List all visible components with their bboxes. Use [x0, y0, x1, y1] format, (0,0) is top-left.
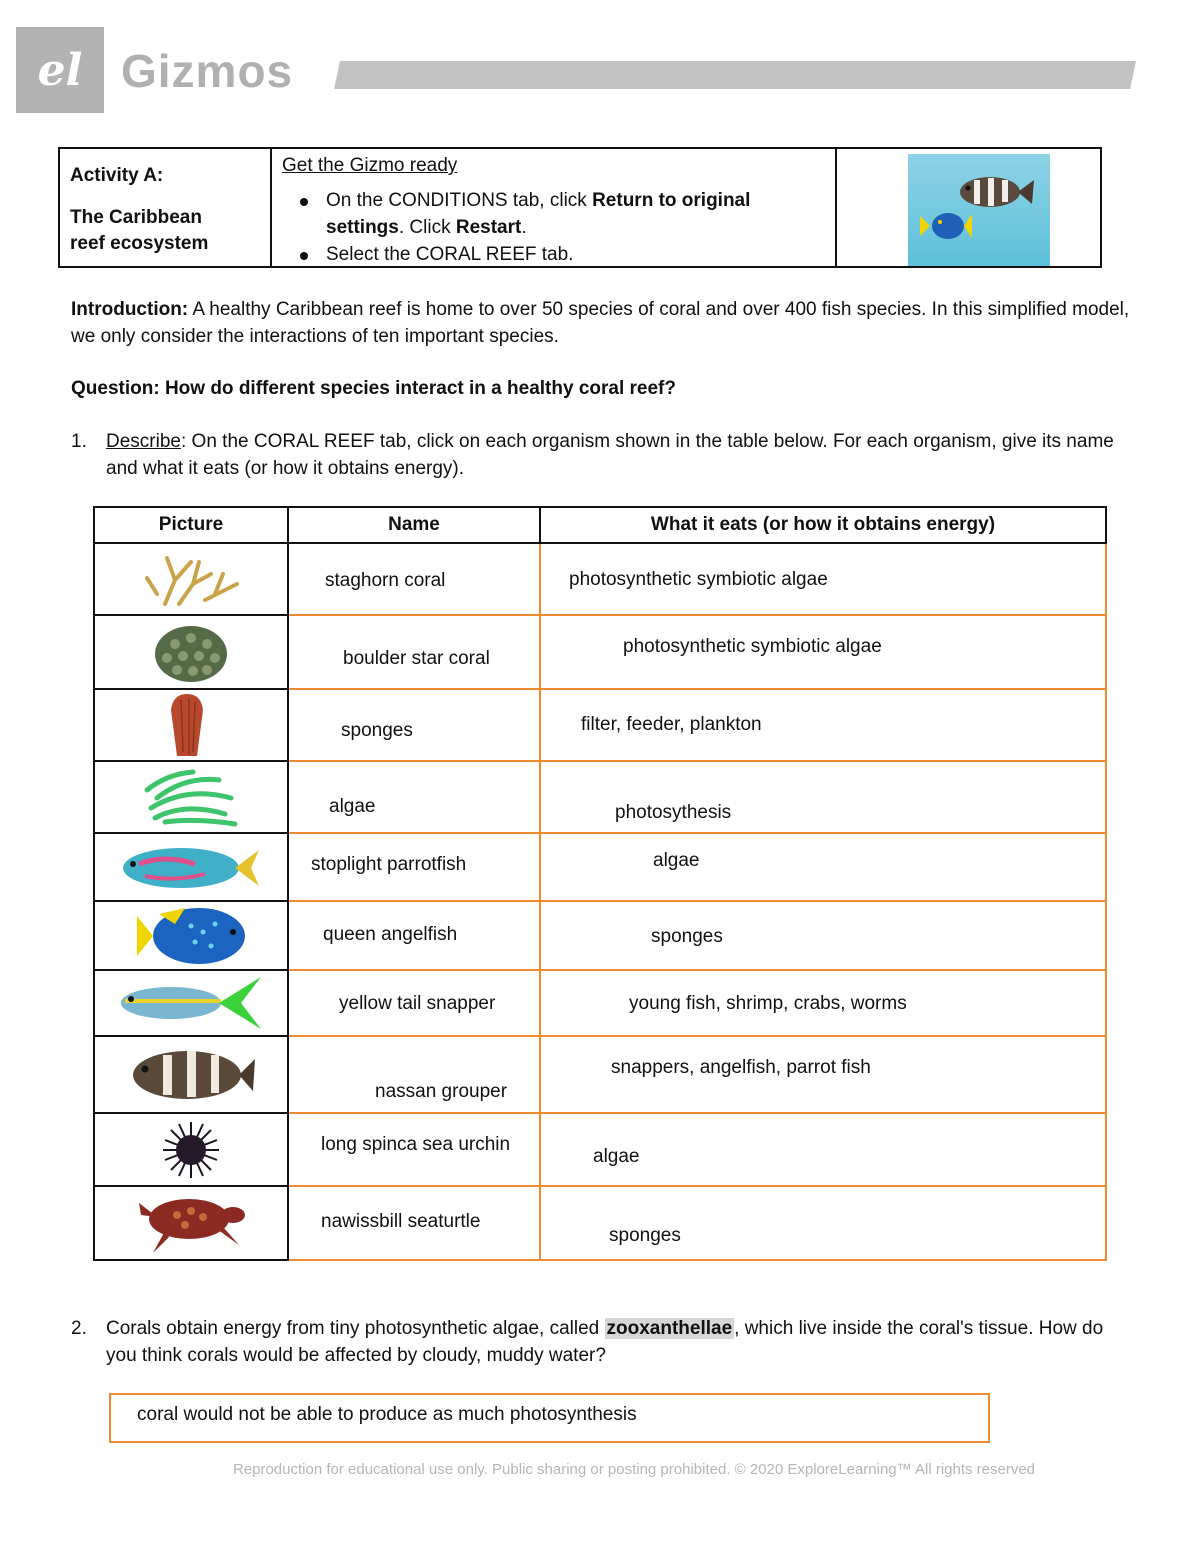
introduction-label: Introduction:: [71, 299, 189, 320]
picture-cell: [94, 1113, 288, 1186]
answer-text: coral would not be able to produce as much photosynthesis: [137, 1404, 637, 1425]
question-1-number: 1.: [71, 431, 87, 452]
diet-cell: [540, 1113, 1106, 1186]
table-row: [94, 833, 1106, 901]
instruction-item: On the CONDITIONS tab, click Return to original settings. Click Restart.: [326, 187, 825, 241]
name-cell: [288, 689, 540, 761]
organism-name: nassan grouper: [375, 1081, 508, 1102]
reef-fish-image: [908, 154, 1050, 266]
table-row: [94, 543, 1106, 615]
name-cell: [288, 901, 540, 970]
introduction-text: A healthy Caribbean reef is home to over 50 species of coral and over 400 fish species. In this simplified model, we only consider the interactions of ten important species.: [71, 299, 1130, 347]
logo-mark: el: [37, 44, 83, 96]
name-cell: [288, 970, 540, 1036]
diet-cell: [540, 970, 1106, 1036]
boulder-star-coral-icon: [95, 616, 287, 688]
diet-cell: [540, 543, 1106, 615]
snapper-icon: [95, 971, 287, 1035]
header-bar: [334, 61, 1136, 89]
diet-cell: [540, 833, 1106, 901]
organism-diet: photosythesis: [615, 802, 732, 823]
diet-cell: [540, 615, 1106, 689]
algae-icon: [95, 762, 287, 832]
parrotfish-icon: [95, 834, 287, 900]
zooxanthellae-highlight: zooxanthellae: [606, 1318, 733, 1339]
introduction-paragraph: [71, 296, 1131, 350]
organism-table: [93, 506, 1107, 1261]
name-cell: [288, 1036, 540, 1113]
activity-instructions-cell: [272, 149, 837, 266]
organism-name: stoplight parrotfish: [311, 854, 467, 875]
activity-subtitle-line1: The Caribbean: [70, 207, 202, 228]
picture-cell: [94, 689, 288, 761]
header-name: Name: [288, 507, 540, 543]
gizmo-ready-heading: Get the Gizmo ready: [282, 155, 458, 176]
table-row: [94, 689, 1106, 761]
activity-subtitle-line2: reef ecosystem: [70, 233, 209, 254]
organism-diet: photosynthetic symbiotic algae: [623, 636, 882, 657]
question-2-number: 2.: [71, 1318, 87, 1339]
table-row: [94, 1186, 1106, 1260]
organism-diet: snappers, angelfish, parrot fish: [611, 1057, 871, 1078]
organism-name: sponges: [341, 720, 413, 741]
picture-cell: [94, 615, 288, 689]
picture-cell: [94, 970, 288, 1036]
name-cell: [288, 833, 540, 901]
organism-name: nawissbill seaturtle: [321, 1211, 481, 1232]
table-header-row: [94, 507, 1106, 543]
diet-cell: [540, 1186, 1106, 1260]
organism-diet: photosynthetic symbiotic algae: [569, 569, 828, 590]
question-heading: Question: How do different species interact in a healthy coral reef?: [71, 378, 676, 399]
picture-cell: [94, 761, 288, 833]
diet-cell: [540, 689, 1106, 761]
question-2: [71, 1315, 1131, 1375]
angelfish-icon: [95, 902, 287, 969]
header-picture: Picture: [94, 507, 288, 543]
question-2-answer-field[interactable]: [109, 1393, 990, 1443]
organism-name: algae: [329, 796, 376, 817]
activity-box: [58, 147, 1102, 268]
organism-diet: young fish, shrimp, crabs, worms: [629, 993, 907, 1014]
activity-label: Activity A:: [70, 165, 164, 186]
name-cell: [288, 761, 540, 833]
header-what-it-eats: What it eats (or how it obtains energy): [540, 507, 1106, 543]
sponge-icon: [95, 690, 287, 760]
diet-cell: [540, 761, 1106, 833]
grouper-icon: [95, 1037, 287, 1112]
question-1-text: Describe: On the CORAL REEF tab, click on each organism shown in the table below. For each organism, give its name and what it eats (or how it obtains energy).: [106, 431, 1114, 479]
organism-name: long spinca sea urchin: [321, 1134, 511, 1155]
table-row: [94, 1036, 1106, 1113]
table-row: [94, 901, 1106, 970]
picture-cell: [94, 901, 288, 970]
activity-image-cell: [837, 149, 1100, 266]
organism-name: staghorn coral: [325, 570, 446, 591]
organism-diet: algae: [653, 850, 700, 871]
activity-title-cell: [60, 149, 272, 266]
question-2-text: Corals obtain energy from tiny photosynthetic algae, called zooxanthellae , which live inside the coral's tissue. How do you think corals would be affected by cloudy, muddy water?: [106, 1318, 1104, 1366]
gizmos-brand: Gizmos: [121, 45, 294, 97]
question-1: [71, 428, 1131, 488]
picture-cell: [94, 1186, 288, 1260]
organism-diet: sponges: [609, 1225, 681, 1246]
organism-name: yellow tail snapper: [339, 993, 496, 1014]
picture-cell: [94, 833, 288, 901]
diet-cell: [540, 901, 1106, 970]
diet-cell: [540, 1036, 1106, 1113]
organism-name: queen angelfish: [323, 924, 458, 945]
instruction-list: [282, 187, 825, 268]
name-cell: [288, 1113, 540, 1186]
table-row: [94, 615, 1106, 689]
table-row: [94, 761, 1106, 833]
organism-diet: sponges: [651, 926, 723, 947]
table-row: [94, 1113, 1106, 1186]
name-cell: [288, 615, 540, 689]
organism-diet: filter, feeder, plankton: [581, 714, 762, 735]
name-cell: [288, 543, 540, 615]
picture-cell: [94, 1036, 288, 1113]
sea-turtle-icon: [95, 1187, 287, 1259]
table-row: [94, 970, 1106, 1036]
explorelearning-logo: [16, 27, 104, 113]
picture-cell: [94, 543, 288, 615]
copyright-footer: Reproduction for educational use only. Public sharing or posting prohibited. © 2020 ExploreLearning™ All rights reserved: [232, 1461, 1036, 1478]
organism-diet: algae: [593, 1146, 640, 1167]
organism-name: boulder star coral: [343, 648, 490, 669]
sea-urchin-icon: [95, 1114, 287, 1185]
instruction-item: Select the CORAL REEF tab.: [326, 241, 825, 268]
name-cell: [288, 1186, 540, 1260]
staghorn-coral-icon: [95, 544, 287, 614]
